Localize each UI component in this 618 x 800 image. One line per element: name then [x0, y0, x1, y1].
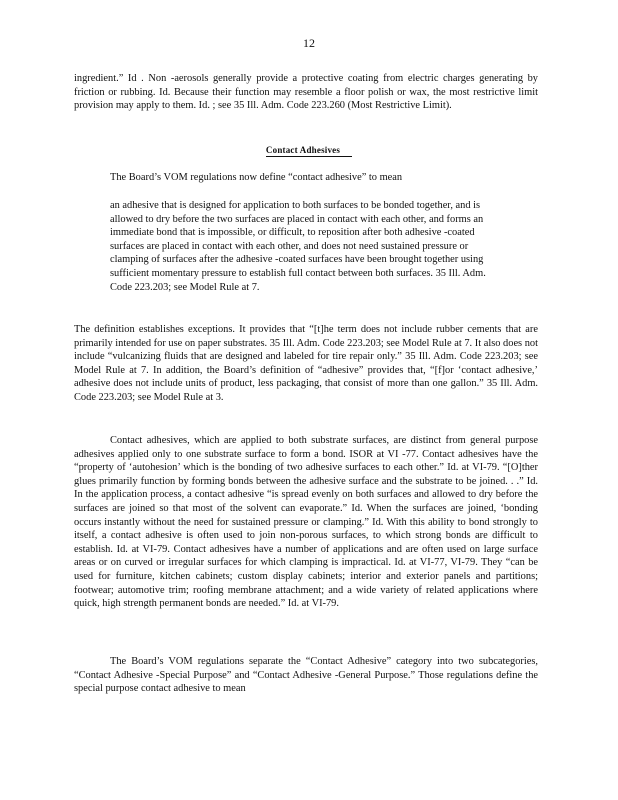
section-heading-text: Contact Adhesives	[266, 145, 352, 157]
block-quote-definition: an adhesive that is designed for application to both surfaces to be bonded together, and is allowed to dry before the two surfaces are placed in contact with each other, and forms an immediate bond that is impossible, or difficult, to reposition after both adhesive -coated surfaces are placed in contact with each other, and does not need sustained pressure or clamping of surfaces after the adhesive -coated surfaces have been brought together using sufficient momentary pressure to establish full contact between both surfaces. 35 Ill. Adm. Code 223.203; see Model Rule at 7.	[110, 200, 486, 293]
paragraph-definition-intro: The Board’s VOM regulations now define “contact adhesive” to mean	[110, 172, 403, 183]
paragraph-aerosols: ingredient.” Id . Non -aerosols generally provide a protective coating from electric charges generating by friction or rubbing. Id. Because their function may resemble a floor polish or wax, the most restrictive limit provision may apply to them. Id. ; see 35 Ill. Adm. Code 223.260 (Most Restrictive Limit).	[74, 73, 538, 112]
paragraph-contact-adhesives: Contact adhesives, which are applied to both substrate surfaces, are distinct from general purpose adhesives applied only to one substrate surface to form a bond. ISOR at VI -77. Contact adhesives have the “property of ‘autohesion’ which is the bonding of two adhesive surfaces to each other.” Id. at VI-79. “[O]ther glues primarily function by forming bonds between the adhesive surface and the substrate to be joined. . .” Id. In the application process, a contact adhesive “is spread evenly on both surfaces and allowed to dry before the surfaces are joined so that most of the solvent can evaporate.” Id. When the surfaces are joined, ‘bonding occurs instantly without the need for sustained pressure or clamping.” Id. With this ability to bond strongly to itself, a contact adhesive is often used to join non-porous surfaces, to which strong bonds are difficult to establish. Id. at VI-79. Contact adhesives have a number of applications and are often used on large surface areas or on curved or irregular surfaces for which clamping is impractical. Id. at VI-77, VI-79. They “can be used for furniture, kitchen cabinets; custom display cabinets; interior and exterior panels and partitions; footwear; automotive trim; roofing membrane attachment; and a wide variety of related applications where quick, high strength permanent bonds are needed.” Id. at VI-79.	[74, 435, 538, 610]
page-number: 12	[303, 36, 315, 50]
paragraph-exceptions: The definition establishes exceptions. It provides that “[t]he term does not include rubber cements that are primarily intended for use on paper substrates. 35 Ill. Adm. Code 223.203; see Model Rule at 7. It also does not include “vulcanizing fluids that are designed and labeled for tire repair only.” 35 Ill. Adm. Code 223.203; see Model Rule at 7. In addition, the Board’s definition of “adhesive” provides that, “[f]or ‘contact adhesive,’ adhesive does not include units of product, less packaging, that consist of more than one gallon.” 35 Ill. Adm. Code 223.203; see Model Rule at 3.	[74, 324, 538, 403]
paragraph-subcategories: The Board’s VOM regulations separate the “Contact Adhesive” category into two subcategories, “Contact Adhesive -Special Purpose” and “Contact Adhesive -General Purpose.” Those regulations define the special purpose contact adhesive to mean	[74, 656, 538, 695]
section-heading	[0, 145, 618, 157]
